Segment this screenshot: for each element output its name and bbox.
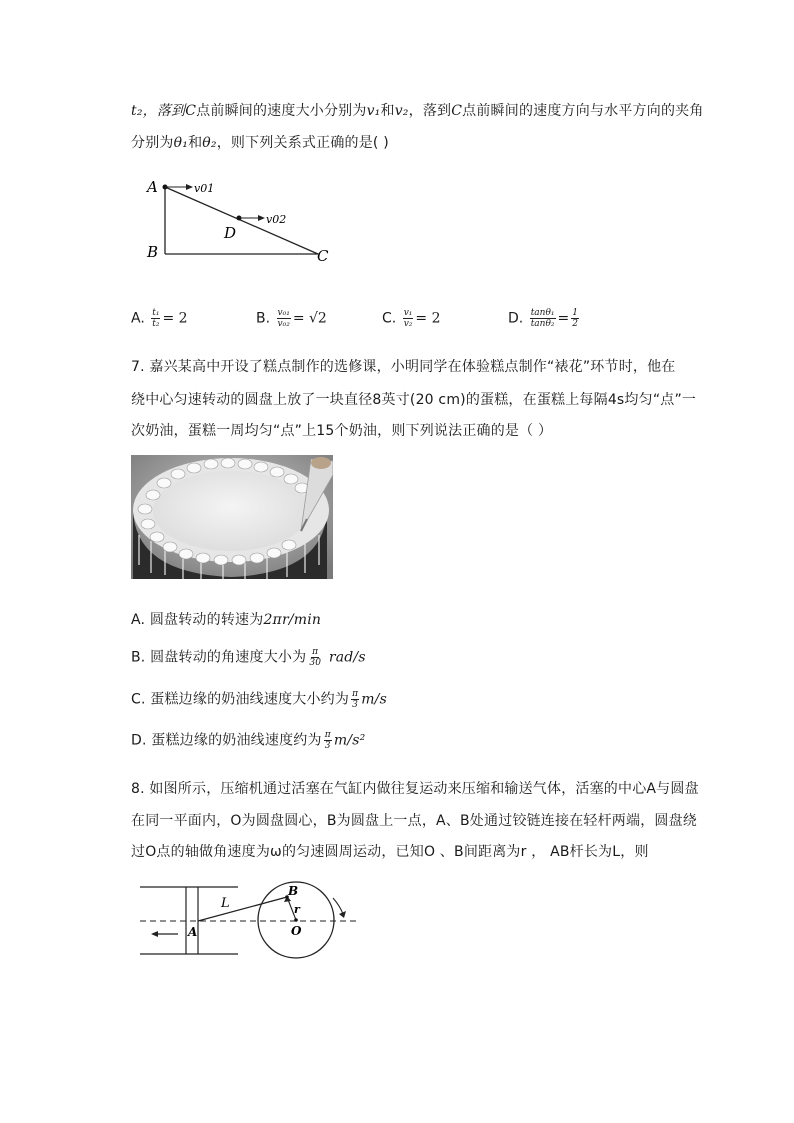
q6-label-d: D bbox=[224, 224, 237, 242]
q7-stem-line-1: 7. 嘉兴某高中开设了糕点制作的选修课，小明同学在体验糕点制作“裱花”环节时，他在 bbox=[131, 359, 676, 375]
q7-cake-photo bbox=[131, 455, 333, 579]
q6-label-v01: v01 bbox=[194, 182, 215, 195]
fraction bbox=[403, 308, 414, 329]
option-letter: B. bbox=[256, 310, 271, 327]
fraction-num: π bbox=[312, 647, 319, 657]
q6-label-a: A bbox=[147, 178, 158, 196]
q6-t2: t₂，落到 bbox=[131, 103, 186, 119]
q6-text: 点前瞬间的速度方向与水平方向的夹角 bbox=[462, 103, 704, 119]
q6-stem-line-2 bbox=[131, 133, 389, 153]
q6-v1: v₁ bbox=[366, 103, 381, 119]
fraction-num: v₁ bbox=[403, 308, 413, 318]
fraction-den: 3 bbox=[324, 741, 331, 751]
option-rhs: = 2 bbox=[415, 310, 441, 327]
option-text: C. 蛋糕边缘的奶油线速度大小约为 bbox=[131, 691, 350, 708]
q6-stem-line-1 bbox=[131, 101, 704, 121]
fraction-den: 2 bbox=[572, 319, 578, 329]
q6-theta1: θ₁ bbox=[173, 135, 189, 151]
fraction-num: tanθ₁ bbox=[530, 308, 555, 318]
fraction bbox=[324, 730, 332, 751]
q8-label-o: O bbox=[291, 924, 302, 938]
fraction bbox=[277, 308, 291, 329]
option-letter: C. bbox=[382, 310, 397, 327]
q6-text: ，落到 bbox=[408, 103, 452, 119]
q7-option-a[interactable] bbox=[131, 610, 321, 630]
q7-option-b[interactable] bbox=[131, 647, 366, 668]
fraction-den: v₂ bbox=[403, 319, 413, 329]
q6-text: 分别为 bbox=[131, 135, 174, 151]
fraction-den: 30 bbox=[309, 658, 322, 668]
q7-stem-line-3: 次奶油，蛋糕一周均匀“点”上15个奶油，则下列说法正确的是（ ） bbox=[131, 423, 553, 439]
q7-option-d[interactable] bbox=[131, 730, 365, 751]
q6-option-a[interactable] bbox=[131, 308, 188, 329]
fraction-den: t₂ bbox=[152, 319, 160, 329]
fraction-num: t₁ bbox=[152, 308, 160, 318]
q6-option-c[interactable] bbox=[382, 308, 440, 329]
fraction-num: π bbox=[324, 730, 331, 740]
q8-stem-line-1: 8. 如图所示，压缩机通过活塞在气缸内做往复运动来压缩和输送气体，活塞的中心A与圆盘 bbox=[131, 781, 699, 797]
fraction bbox=[571, 308, 579, 329]
q6-option-d[interactable] bbox=[508, 308, 581, 329]
fraction-den: tanθ₂ bbox=[530, 319, 555, 329]
fraction bbox=[308, 647, 322, 668]
fraction bbox=[530, 308, 556, 329]
fraction-num: v₀₁ bbox=[277, 308, 290, 318]
option-math: 2πr/min bbox=[263, 612, 322, 628]
option-unit: m/s² bbox=[333, 732, 366, 749]
q7-option-c[interactable] bbox=[131, 689, 387, 710]
q6-point-c: C bbox=[451, 103, 463, 119]
option-text: A. 圆盘转动的转速为 bbox=[131, 612, 264, 628]
option-unit: rad/s bbox=[324, 649, 366, 666]
option-rhs: = √2 bbox=[292, 310, 327, 327]
q8-label-b: B bbox=[288, 884, 299, 898]
option-unit: m/s bbox=[361, 691, 387, 708]
option-letter: A. bbox=[131, 310, 145, 327]
q8-label-a: A bbox=[188, 925, 198, 939]
q8-stem-line-2: 在同一平面内，O为圆盘圆心，B为圆盘上一点，A、B处通过铰链连接在轻杆两端，圆盘绕 bbox=[131, 813, 698, 829]
option-eq: = bbox=[557, 310, 570, 327]
q8-label-l: L bbox=[221, 896, 230, 911]
q6-label-b: B bbox=[147, 243, 159, 261]
q6-label-c: C bbox=[317, 247, 329, 265]
fraction bbox=[151, 308, 160, 329]
q6-text: 和 bbox=[188, 135, 203, 151]
q6-point-c: C bbox=[185, 103, 197, 119]
fraction bbox=[351, 689, 359, 710]
q6-triangle-diagram bbox=[140, 170, 340, 270]
option-letter: D. bbox=[508, 310, 524, 327]
q8-stem-line-3: 过O点的轴做角速度为ω的匀速圆周运动，已知O 、B间距离为r ， AB杆长为L，则 bbox=[131, 844, 649, 860]
fraction-num: π bbox=[352, 689, 359, 699]
q7-stem-line-2: 绕中心匀速转动的圆盘上放了一块直径8英寸(20 cm)的蛋糕，在蛋糕上每隔4s均匀“点”一 bbox=[131, 392, 697, 408]
fraction-num: 1 bbox=[572, 308, 578, 318]
q6-text: ，则下列关系式正确的是( ) bbox=[216, 135, 389, 151]
fraction-den: 3 bbox=[352, 700, 359, 710]
fraction-den: v₀₂ bbox=[277, 319, 290, 329]
option-text: D. 蛋糕边缘的奶油线速度约为 bbox=[131, 732, 322, 749]
q8-label-r: r bbox=[294, 903, 300, 916]
q6-theta2: θ₂ bbox=[202, 135, 217, 151]
option-rhs: = 2 bbox=[162, 310, 188, 327]
q6-text: 点前瞬间的速度大小分别为 bbox=[196, 103, 367, 119]
option-text: B. 圆盘转动的角速度大小为 bbox=[131, 649, 307, 666]
q6-option-b[interactable] bbox=[256, 308, 327, 329]
q6-text: 和 bbox=[380, 103, 395, 119]
q8-compressor-diagram bbox=[140, 880, 360, 965]
q6-label-v02: v02 bbox=[266, 213, 287, 226]
q6-v2: v₂ bbox=[394, 103, 409, 119]
